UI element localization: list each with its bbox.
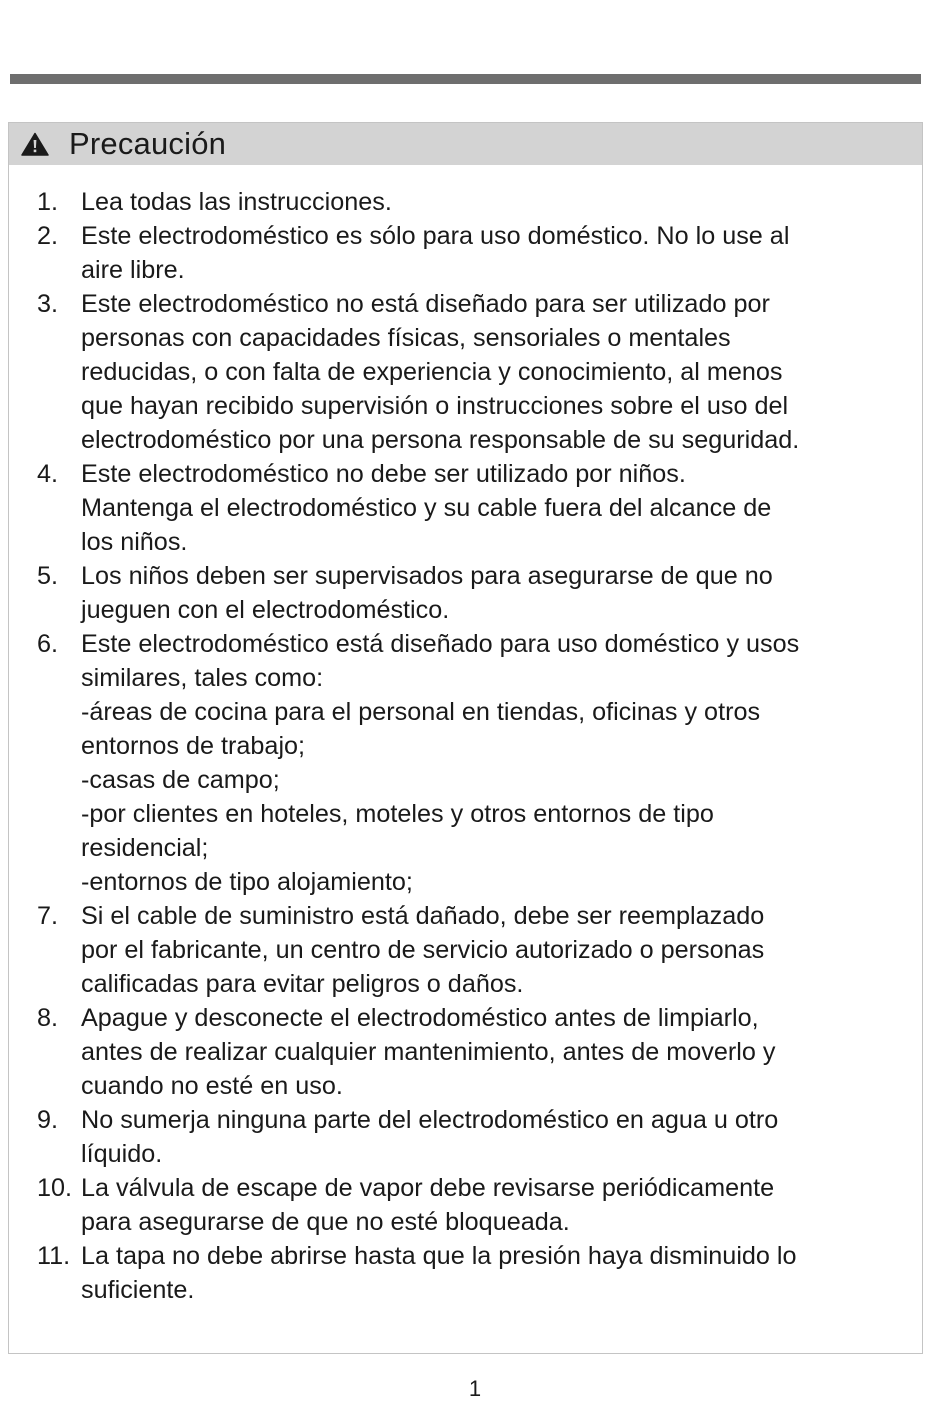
list-item-text: No sumerja ninguna parte del electrodoméstico en agua u otro (81, 1106, 779, 1134)
list-item (9, 1103, 924, 1171)
list-item-text: que hayan recibido supervisión o instrucciones sobre el uso del (81, 392, 789, 420)
page-title: Precaución (69, 126, 227, 161)
list-item-text: Este electrodoméstico está diseñado para uso doméstico y usos (81, 630, 800, 658)
list-item (9, 1239, 924, 1307)
list-item-text: Apague y desconecte el electrodoméstico antes de limpiarlo, (81, 1004, 759, 1032)
list-item-number: 4. (37, 460, 59, 488)
list-item-text: La válvula de escape de vapor debe revisarse periódicamente (81, 1174, 775, 1202)
list-item-text: jueguen con el electrodoméstico. (81, 596, 450, 624)
list-item-text: similares, tales como: (81, 664, 324, 692)
list-item-text: -por clientes en hoteles, moteles y otros entornos de tipo (81, 800, 714, 828)
list-item-number: 3. (37, 290, 59, 318)
list-item-number: 2. (37, 222, 59, 250)
list-item-text: reducidas, o con falta de experiencia y conocimiento, al menos (81, 358, 783, 386)
list-item-text: cuando no esté en uso. (81, 1072, 343, 1100)
list-item-number: 5. (37, 562, 59, 590)
list-item-text: entornos de trabajo; (81, 732, 306, 760)
list-item-text: suficiente. (81, 1276, 195, 1304)
list-item-text: Los niños deben ser supervisados para asegurarse de que no (81, 562, 773, 590)
top-divider (10, 74, 921, 84)
list-item-number: 10. (37, 1174, 73, 1202)
list-item-number: 11. (37, 1242, 71, 1270)
caution-panel (8, 122, 923, 1354)
list-item-text: -casas de campo; (81, 766, 280, 794)
list-item-text: -entornos de tipo alojamiento; (81, 868, 413, 896)
list-item-text: calificadas para evitar peligros o daños. (81, 970, 524, 998)
list-item-text: los niños. (81, 528, 188, 556)
precaution-list (9, 185, 924, 1307)
list-item-text: aire libre. (81, 256, 185, 284)
list-item (9, 287, 924, 457)
list-item (9, 457, 924, 559)
list-item-number: 9. (37, 1106, 59, 1134)
list-item-text: Este electrodoméstico no está diseñado para ser utilizado por (81, 290, 770, 318)
list-item (9, 559, 924, 627)
list-item-text: Si el cable de suministro está dañado, debe ser reemplazado (81, 902, 765, 930)
list-item-number: 7. (37, 902, 59, 930)
list-item-number: 6. (37, 630, 59, 658)
list-item-number: 1. (37, 188, 59, 216)
list-item-text: para asegurarse de que no esté bloqueada. (81, 1208, 570, 1236)
list-item-text: personas con capacidades físicas, sensoriales o mentales (81, 324, 731, 352)
list-item-text: Mantenga el electrodoméstico y su cable fuera del alcance de (81, 494, 772, 522)
list-item-text: -áreas de cocina para el personal en tiendas, oficinas y otros (81, 698, 761, 726)
list-item (9, 1001, 924, 1103)
list-item-text: residencial; (81, 834, 209, 862)
warning-triangle-icon (21, 132, 49, 156)
list-item-text: por el fabricante, un centro de servicio autorizado o personas (81, 936, 765, 964)
list-item-text: La tapa no debe abrirse hasta que la presión haya disminuido lo (81, 1242, 797, 1270)
list-item-text: Este electrodoméstico es sólo para uso doméstico. No lo use al (81, 222, 790, 250)
list-item-number: 8. (37, 1004, 59, 1032)
list-item-text: antes de realizar cualquier mantenimiento, antes de moverlo y (81, 1038, 776, 1066)
list-item-text: líquido. (81, 1140, 163, 1168)
list-item-text: Lea todas las instrucciones. (81, 188, 392, 216)
list-item (9, 627, 924, 899)
page-number: 1 (468, 1376, 482, 1401)
list-item (9, 1171, 924, 1239)
list-item-text: electrodoméstico por una persona responsable de su seguridad. (81, 426, 800, 454)
caution-header (9, 123, 922, 165)
list-item-text: Este electrodoméstico no debe ser utilizado por niños. (81, 460, 686, 488)
list-item (9, 219, 924, 287)
list-item (9, 899, 924, 1001)
list-item (9, 185, 924, 219)
